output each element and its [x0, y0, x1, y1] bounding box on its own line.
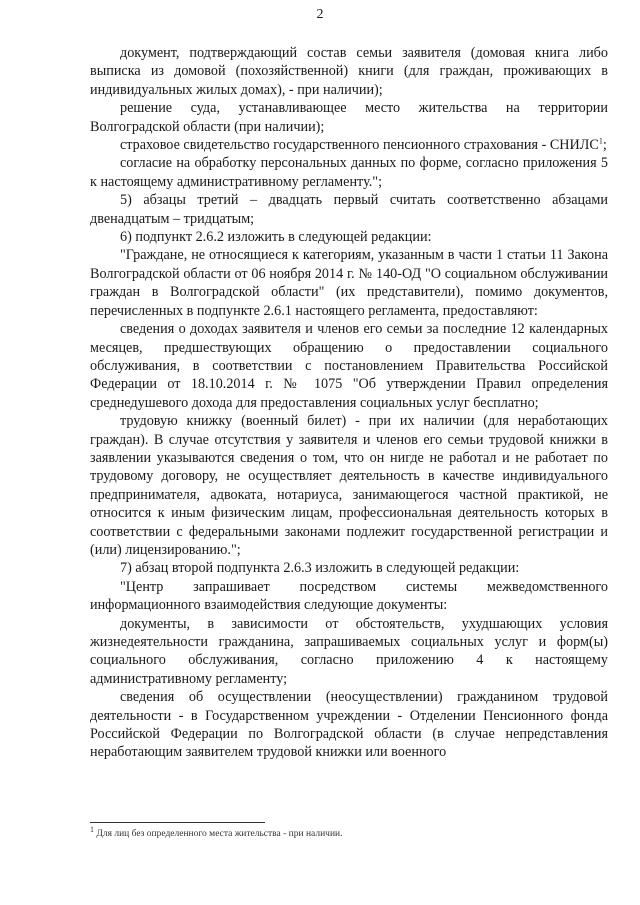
paragraph-snils	[90, 136, 608, 154]
snils-tail: ;	[602, 137, 607, 154]
paragraph-court-decision: решение суда, устанавливающее место жительства на территории Волгоградской области (при наличии);	[90, 100, 608, 135]
footnote-text: Для лиц без определенного места жительства - при наличии.	[96, 829, 343, 839]
paragraph-family-composition-doc: документ, подтверждающий состав семьи заявителя (домовая книга либо выписка из домовой (похозяйственной) книги (для граждан, проживающих в индивидуальных жилых домах), - при наличии);	[90, 45, 608, 98]
footnote	[90, 824, 590, 840]
snils-text: страховое свидетельство государственного пенсионного страхования - СНИЛС	[120, 137, 599, 154]
paragraph-item-6: 6) подпункт 2.6.2 изложить в следующей редакции:	[120, 229, 432, 246]
footnote-marker: 1	[598, 136, 603, 146]
paragraph-item-5: 5) абзацы третий – двадцать первый считать соответственно абзацами двенадцатым – тридцатым;	[90, 192, 608, 227]
footnote-divider	[90, 822, 265, 823]
document-body	[90, 44, 608, 762]
paragraph-item-7: 7) абзац второй подпункта 2.6.3 изложить в следующей редакции:	[120, 560, 520, 577]
footnote-number: 1	[90, 824, 94, 834]
paragraph-employment-record: трудовую книжку (военный билет) - при их наличии (для неработающих граждан). В случае отсутствия у заявителя и членов его семьи трудовой книжки в заявлении указываются сведения о том, что он нигде не работал и не работает по трудовому договору, не осуществляет деятельность в качестве индивидуального предпринимателя, адвоката, нотариуса, занимающегося частной практикой, не относится к иным физическим лицам, профессиональная деятельность которых в соответствии с федеральными законами подлежит государственной регистрации и (или) лицензированию.";	[90, 413, 608, 558]
paragraph-center-requests: "Центр запрашивает посредством системы межведомственного информационного взаимодействия следующие документы:	[90, 578, 608, 614]
paragraph-citizens-not-in-categories: "Граждане, не относящиеся к категориям, указанным в части 1 статьи 11 Закона Волгоградской области от 06 ноября 2014 г. № 140-ОД "О социальном обслуживании граждан в Волгоградской области" (их представители), помимо документов, перечисленных в подпункте 2.6.1 настоящего регламента, предоставляют:	[90, 247, 608, 319]
paragraph-income-info: сведения о доходах заявителя и членов его семьи за последние 12 календарных месяцев, предшествующих обращению о предоставлении социального обслуживания, в соответствии с постановлением Правительства Российской Федерации от 18.10.2014 г. № 1075 "Об утверждении Правил определения среднедушевого дохода для предоставления социальных услуг бесплатно;	[90, 321, 608, 411]
paragraph-consent: согласие на обработку персональных данных по форме, согласно приложения 5 к настоящему административному регламенту.";	[90, 155, 608, 190]
paragraph-documents-circumstances: документы, в зависимости от обстоятельств, ухудшающих условия жизнедеятельности гражданина, запрашиваемых социальных услуг и форм(ы) социального обслуживания, согласно приложению 4 к настоящему административному регламенту;	[90, 615, 608, 687]
paragraph-labor-activity-info: сведения об осуществлении (неосуществлении) гражданином трудовой деятельности - в Государственном учреждении - Отделении Пенсионного фонда Российской Федерации по Волгоградской области (в случае непредставления неработающим заявителем трудовой книжки или военного	[90, 689, 608, 761]
page-number: 2	[316, 7, 324, 22]
